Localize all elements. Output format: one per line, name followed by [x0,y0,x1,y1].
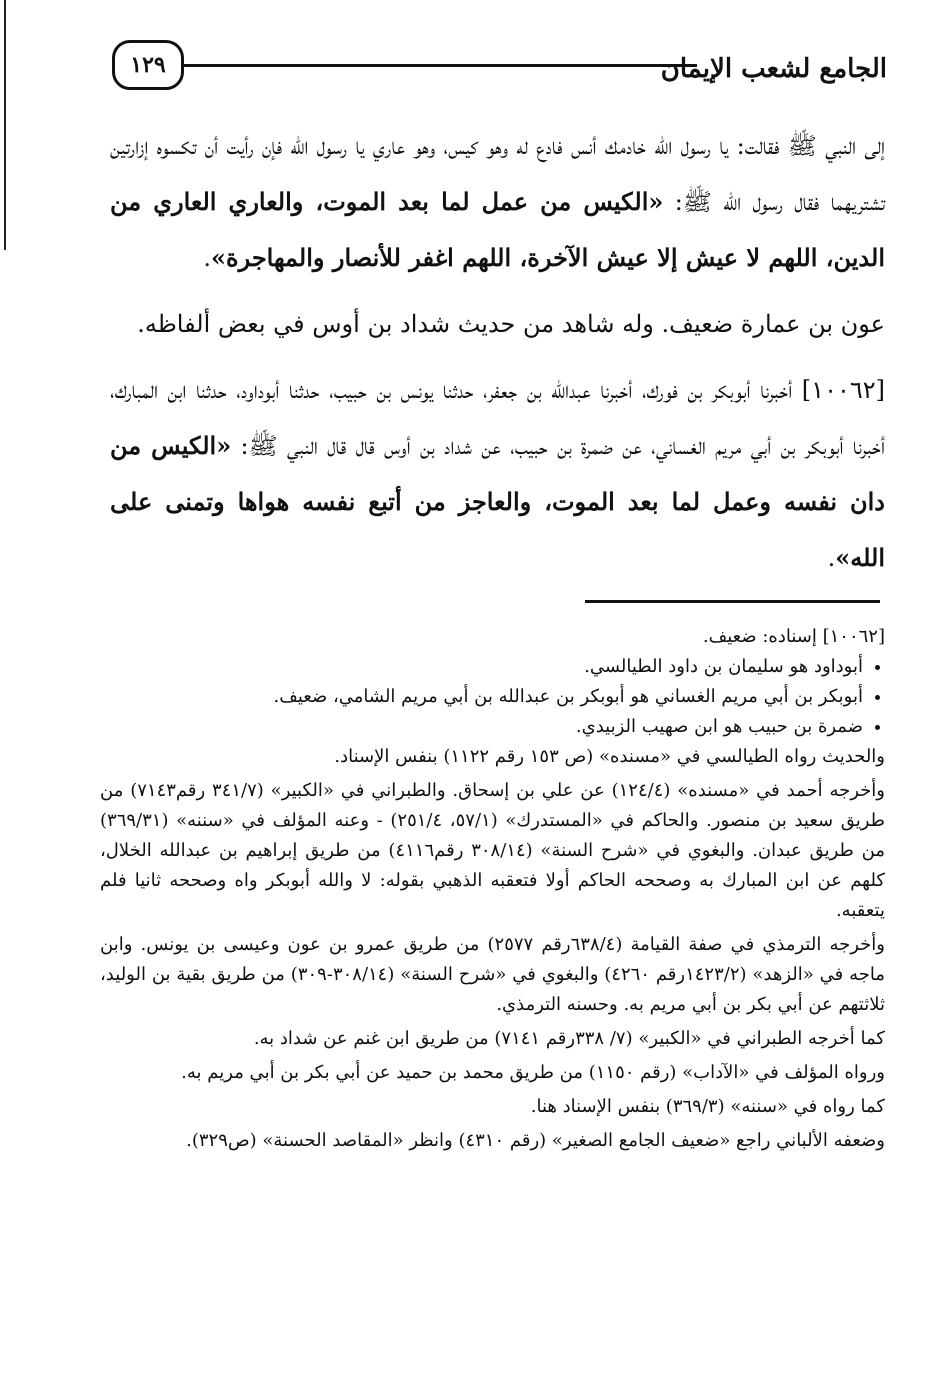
page-header [112,40,887,110]
footnote-paragraph: والحديث رواه الطيالسي في «مسنده» (ص ١٥٣ رقم ١١٢٢) بنفس الإسناد. [334,746,885,767]
footnotes [100,622,885,1156]
narration-text: إلى النبي ﷺ فقالت: يا رسول الله خادمك أنس فادع له وهو كيس، وهو عاري يا رسول الله فإن رأيت أن تكسوه إزارتين تشتريهما فقال رسول الله ﷺ: [110,132,885,216]
period: . [203,244,212,272]
main-text [110,118,885,586]
grading-note: عون بن عمارة ضعيف. وله شاهد من حديث شداد بن أوس في بعض ألفاظه. [137,310,885,338]
footnote-paragraph: ورواه المؤلف في «الآداب» (رقم ١١٥٠) من طريق محمد بن حميد عن أبي بكر بن أبي مريم به. [181,1062,885,1083]
isnad-text: [١٠٠٦٢] أخبرنا أبوبكر بن فورك، أخبرنا عبدالله بن جعفر، حدثنا يونس بن حبيب، حدثنا أبوداود، حدثنا ابن المبارك، أخبرنا أبوبكر بن أبي مريم الغساني، عن ضمرة بن حبيب، عن شداد بن أوس قال قال النبي ﷺ: [110,376,885,460]
footnote-heading: [١٠٠٦٢] إسناده: ضعيف. [702,626,885,647]
book-title: الجامع لشعب الإيمان [660,54,887,84]
list-item: • أبوبكر بن أبي مريم الغساني هو أبوبكر بن عبدالله بن أبي مريم الشامي، ضعيف. [100,682,863,712]
period: . [827,544,836,572]
footnote-paragraph: كما أخرجه الطبراني في «الكبير» (٧/ ٣٣٨رقم ٧١٤١) من طريق ابن غنم عن شداد به. [253,1028,885,1049]
footnote-paragraph: وأخرجه أحمد في «مسنده» (١٢٤/٤) عن علي بن إسحاق. والطبراني في «الكبير» (٣٤١/٧ رقم٧١٤٣) من طريق سعيد بن منصور. والحاكم في «المستدرك» (٥٧/١، ٢٥١/٤) - وعنه المؤلف في «سننه» (٣٦٩/٣١) من طريق عبدان. والبغوي في «شرح السنة» (٣٠٨/١٤ رقم٤١١٦) من طريق إبراهيم بن عبدالله الخلال، كلهم عن ابن المبارك به وصححه الحاكم أولا فتعقبه الذهبي بقوله: لا والله أبوبكر واه وصححه ثانيا فلم يتعقبه. [100,780,886,921]
hadith-quote-2: «الكيس من دان نفسه وعمل لما بعد الموت، والعاجز من أتبع نفسه هواها وتمنى على الله» [110,431,885,572]
page-edge-line [4,0,6,250]
list-item: • أبوداود هو سليمان بن داود الطيالسي. [100,652,863,682]
hadith-quote: «الكيس من عمل لما بعد الموت، والعاري العاري من الدين، اللهم لا عيش إلا عيش الآخرة، اللهم اغفر للأنصار والمهاجرة» [110,187,885,272]
footnote-paragraph: وأخرجه الترمذي في صفة القيامة (٦٣٨/٤رقم ٢٥٧٧) من طريق عمرو بن عون وعيسى بن يونس. وابن ماجه في «الزهد» (١٤٢٣/٢رقم ٤٢٦٠) والبغوي في «شرح السنة» (٣٠٨/١٤-٣٠٩) من طريق بقية بن الوليد، ثلاثتهم عن أبي بكر بن أبي مريم به. وحسنه الترمذي. [100,934,885,1015]
footnote-divider [585,600,880,603]
footnote-paragraph: وضعفه الألباني راجع «ضعيف الجامع الصغير» (رقم ٤٣١٠) وانظر «المقاصد الحسنة» (ص٣٢٩). [186,1130,885,1151]
hadith-paragraph-1 [110,118,885,286]
hadith-paragraph-2 [110,362,885,586]
footnote-bullets [100,652,885,742]
page-number: ١٢٩ [112,40,184,90]
footnote-paragraph: كما رواه في «سننه» (٣٦٩/٣) بنفس الإسناد هنا. [530,1096,885,1117]
header-rule [184,64,697,67]
list-item: • ضمرة بن حبيب هو ابن صهيب الزبيدي. [100,712,863,742]
